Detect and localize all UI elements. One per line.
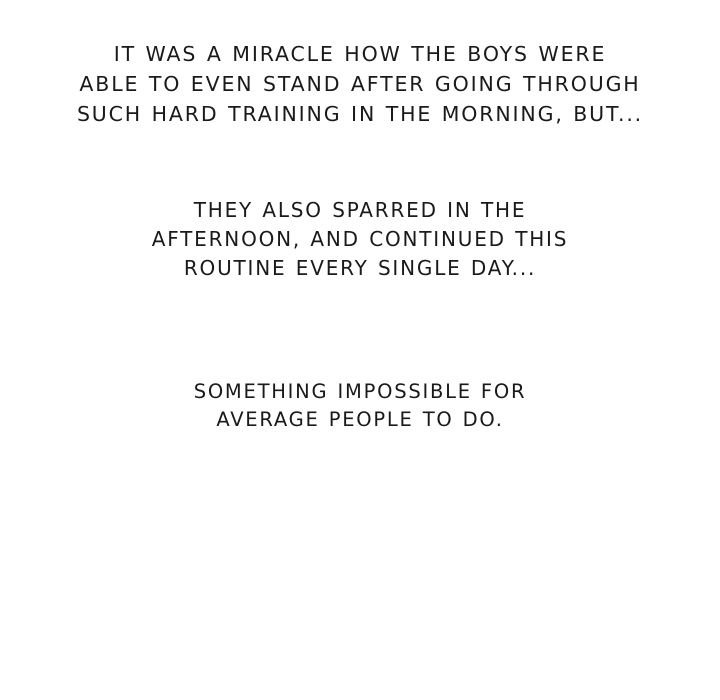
caption-line: AFTERNOON, AND CONTINUED THIS — [151, 227, 569, 252]
caption-line: SOMETHING IMPOSSIBLE FOR — [193, 380, 527, 403]
caption-block-1 — [0, 40, 720, 130]
caption-line: SUCH HARD TRAINING IN THE MORNING, BUT... — [76, 101, 644, 126]
caption-line: ROUTINE EVERY SINGLE DAY... — [183, 256, 537, 281]
caption-line: IT WAS A MIRACLE HOW THE BOYS WERE — [113, 42, 607, 66]
caption-line: AVERAGE PEOPLE TO DO. — [216, 408, 504, 432]
caption-line: THEY ALSO SPARRED IN THE — [193, 198, 527, 222]
caption-block-2 — [0, 196, 720, 284]
caption-line: ABLE TO EVEN STAND AFTER GOING THROUGH — [79, 71, 641, 96]
caption-block-3 — [0, 378, 720, 435]
